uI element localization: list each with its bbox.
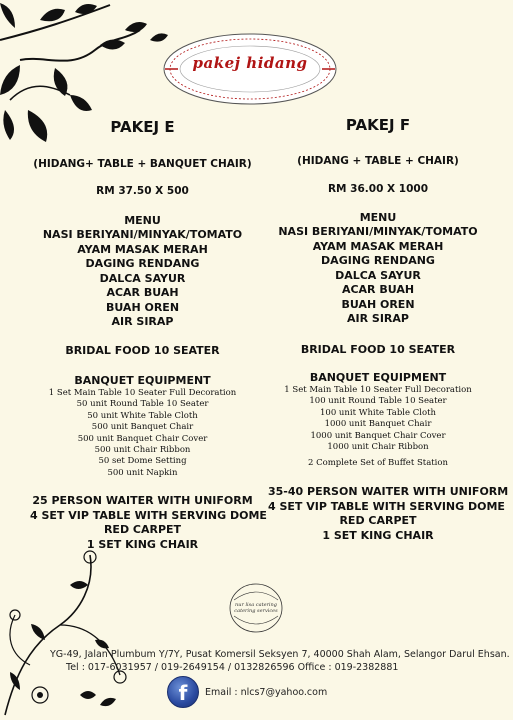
pakej-e-title: PAKEJ E xyxy=(110,118,175,136)
equipment-item: 50 unit White Table Cloth xyxy=(87,410,198,421)
extra-item: 25 PERSON WAITER WITH UNIFORM xyxy=(32,494,253,507)
equipment-item: 50 unit Round Table 10 Seater xyxy=(76,399,209,410)
menu-item: BUAH OREN xyxy=(105,300,180,314)
menu-item: AIR SIRAP xyxy=(111,315,174,328)
equipment-item: 500 unit Napkin xyxy=(107,467,178,478)
pakej-e-menu-list xyxy=(30,228,255,330)
logo-name: nur lisa catering xyxy=(235,602,277,608)
facebook-icon[interactable]: f xyxy=(167,676,199,708)
equipment-item: 1 Set Main Table 10 Seater Full Decoration xyxy=(284,385,472,395)
menu-item: DAGING RENDANG xyxy=(85,257,200,270)
menu-item: ACAR BUAH xyxy=(106,286,179,299)
pakej-f-title: PAKEJ F xyxy=(345,116,411,134)
menu-item: DALCA SAYUR xyxy=(335,268,421,282)
pakej-e-bridal: BRIDAL FOOD 10 SEATER xyxy=(65,344,220,357)
extra-item: RED CARPET xyxy=(339,514,417,527)
menu-item: NASI BERIYANI/MINYAK/TOMATO xyxy=(42,228,243,241)
extra-item: 35-40 PERSON WAITER WITH UNIFORM xyxy=(268,485,509,498)
equipment-item: 50 set Dome Setting xyxy=(98,456,187,467)
menu-item: BUAH OREN xyxy=(341,297,415,311)
pakej-e-equipment-heading: BANQUET EQUIPMENT xyxy=(74,374,211,387)
pakej-f-extras xyxy=(268,485,509,543)
pakej-e-subtitle: (HIDANG+ TABLE + BANQUET CHAIR) xyxy=(33,158,252,170)
logo-tagline: catering services xyxy=(234,608,278,614)
extra-item: 4 SET VIP TABLE WITH SERVING DOME xyxy=(268,499,505,513)
pakej-f-price: RM 36.00 X 1000 xyxy=(327,183,429,195)
pakej-f-menu-heading: MENU xyxy=(359,211,397,224)
footer-email[interactable]: Email : nlcs7@yahoo.com xyxy=(205,687,328,698)
menu-item: ACAR BUAH xyxy=(341,283,415,296)
pakej-e-extras xyxy=(30,494,267,552)
pakej-f-menu-list xyxy=(268,225,488,327)
menu-item: DAGING RENDANG xyxy=(321,254,435,267)
pakej-e-equipment-list xyxy=(30,388,255,479)
menu-item: AYAM MASAK MERAH xyxy=(312,239,444,253)
menu-item: NASI BERIYANI/MINYAK/TOMATO xyxy=(278,225,478,238)
logo-text xyxy=(226,602,286,614)
equipment-item: 1000 unit Banquet Chair Cover xyxy=(310,430,446,441)
pakej-e-menu-heading: MENU xyxy=(124,214,161,227)
menu-item: DALCA SAYUR xyxy=(99,271,186,285)
equipment-item: 100 unit Round Table 10 Seater xyxy=(309,396,447,407)
floral-decoration-bottom-left xyxy=(0,545,150,720)
pakej-f-equipment-extra: 2 Complete Set of Buffet Station xyxy=(307,458,448,468)
extra-item: 4 SET VIP TABLE WITH SERVING DOME xyxy=(30,508,267,522)
equipment-item: 500 unit Banquet Chair xyxy=(91,422,194,433)
equipment-item: 100 unit White Table Cloth xyxy=(320,407,436,418)
pakej-f-equipment-list xyxy=(268,385,488,453)
equipment-item: 500 unit Banquet Chair Cover xyxy=(77,433,208,444)
pakej-f-equipment-heading: BANQUET EQUIPMENT xyxy=(309,371,447,384)
footer-phone: Tel : 017-6031957 / 019-2649154 / 0132826596 Office : 019-2382881 xyxy=(66,662,399,673)
extra-item: RED CARPET xyxy=(103,523,182,536)
extra-item: 1 SET KING CHAIR xyxy=(322,528,434,542)
equipment-item: 1 Set Main Table 10 Seater Full Decoration xyxy=(48,388,237,398)
page-title: pakej hidang xyxy=(192,54,308,72)
equipment-item: 1000 unit Banquet Chair xyxy=(324,419,432,430)
menu-item: AYAM MASAK MERAH xyxy=(77,242,208,256)
equipment-item: 500 unit Chair Ribbon xyxy=(94,445,191,456)
pakej-e-price: RM 37.50 X 500 xyxy=(96,185,189,197)
extra-item: 1 SET KING CHAIR xyxy=(86,537,199,551)
pakej-f-bridal: BRIDAL FOOD 10 SEATER xyxy=(300,343,456,356)
pakej-f-subtitle: (HIDANG + TABLE + CHAIR) xyxy=(297,155,459,167)
equipment-item: 1000 unit Chair Ribbon xyxy=(327,442,429,453)
footer-address: YG-49, Jalan Plumbum Y/7Y, Pusat Komersil Seksyen 7, 40000 Shah Alam, Selangor Darul Ehsan. xyxy=(50,649,510,660)
menu-item: AIR SIRAP xyxy=(347,312,409,325)
